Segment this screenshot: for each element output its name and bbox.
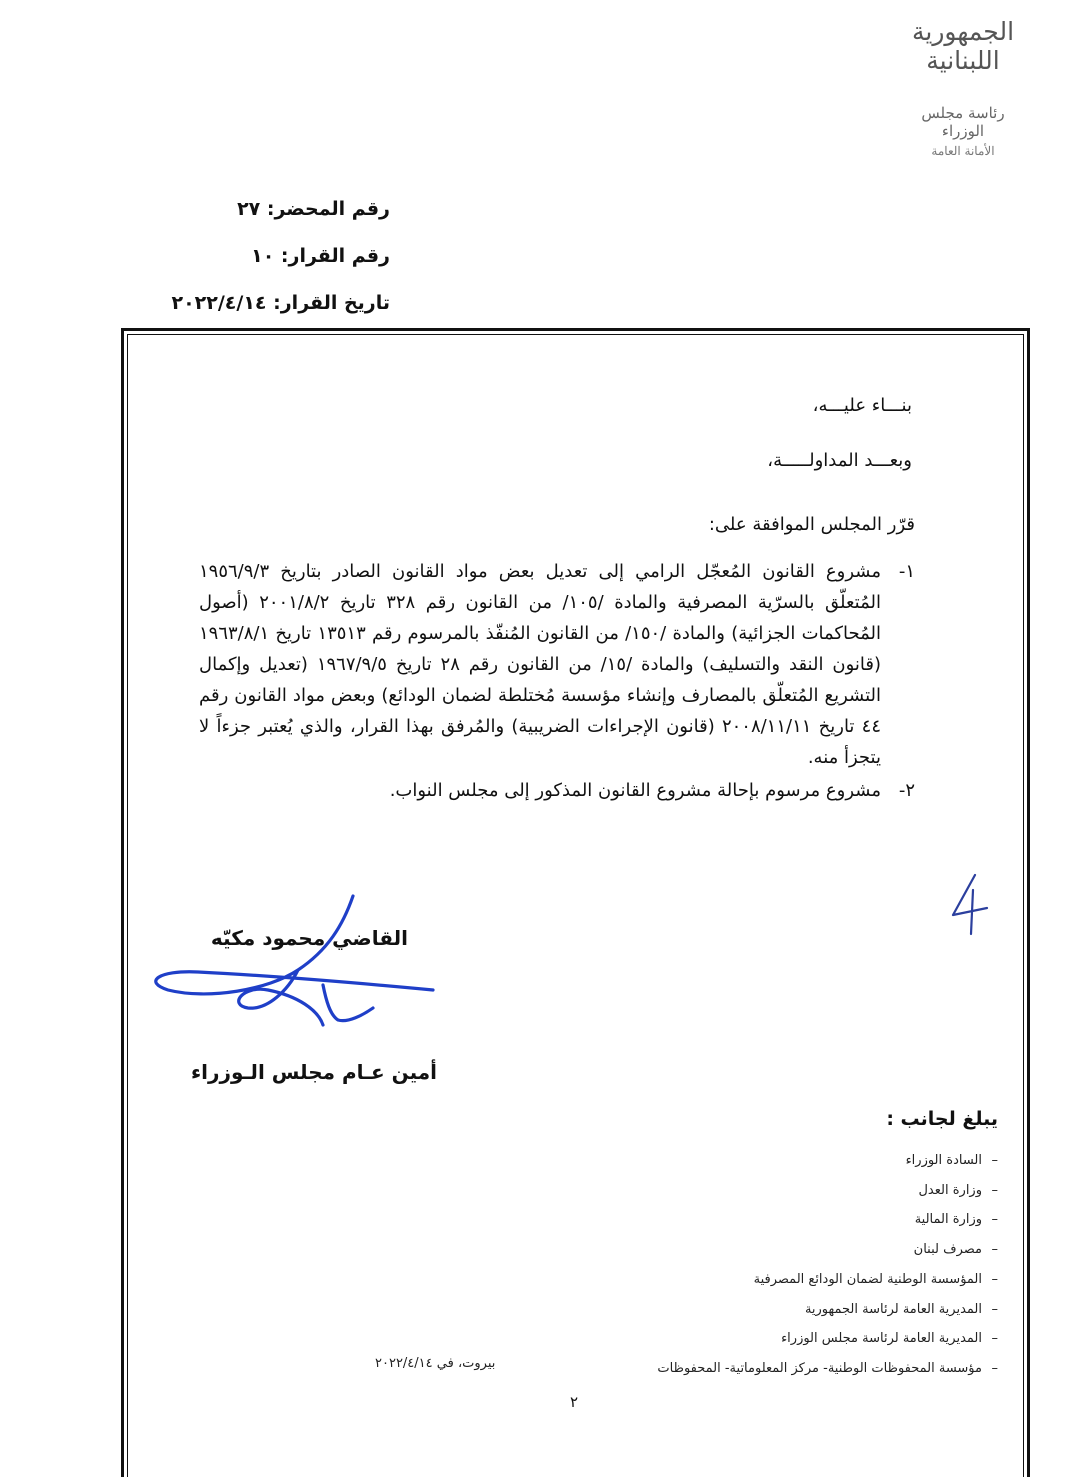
office-name: رئاسة مجلس الوزراء (921, 104, 1005, 140)
list-item: –وزارة العدل (918, 1182, 998, 1198)
list-item: –وزارة المالية (914, 1212, 998, 1228)
department-name: الأمانة العامة (931, 144, 995, 158)
distribution-list (438, 1146, 998, 1384)
page-number: ٢ (570, 1393, 579, 1411)
resolution-items (199, 556, 915, 806)
letterhead-crest (908, 18, 1018, 158)
list-item: –مؤسسة المحفوظات الوطنية- مركز المعلوماتية- المحفوظات (657, 1360, 998, 1376)
list-item: –مصرف لبنان (913, 1242, 998, 1258)
list-item: –السادة الوزراء (905, 1153, 998, 1168)
item-1-number: ١- (898, 561, 915, 582)
list-item: –المؤسسة الوطنية لضمان الودائع المصرفية (753, 1271, 998, 1287)
deliberation-line: وبعـــد المداولـــــة، (767, 450, 912, 471)
item-1-text: مشروع القانون المُعجّل الرامي إلى تعديل بعض مواد القانون الصادر بتاريخ ١٩٥٦/٩/٣ المُتعلّق بالسرّية المصرفية والمادة /١٠٥/ من القانون رقم ٣٢٨ تاريخ ٢٠٠١/٨/٢ (أصول المُحاكمات الجزائية) والمادة /١٥٠/ من القانون المُنفّذ بالمرسوم رقم ١٣٥١٣ تاريخ ١٩٦٣/٨/١ (قانون النقد والتسليف) والمادة /١٥/ من القانون رقم ٢٨ تاريخ ١٩٦٧/٩/٥ (تعديل وإكمال التشريع المُتعلّق بالمصارف وإنشاء مؤسسة مُختلطة لضمان الودائع) وبعض مواد القانون رقم ٤٤ تاريخ ٢٠٠٨/١١/١١ (قانون الإجراءات الضريبية) والمُرفق بهذا القرار، والذي يُعتبر جزءاً لا يتجزأ منه. (199, 561, 881, 768)
handwritten-signature (148, 890, 448, 1040)
resolution-intro: قرّر المجلس الموافقة على: (708, 514, 915, 535)
list-item: –المديرية العامة لرئاسة الجمهورية (804, 1301, 998, 1317)
resolution-item-2 (199, 775, 915, 806)
based-on-line: بنـــاء عليـــه، (812, 395, 912, 416)
decision-meta (60, 198, 390, 339)
distribution-heading: يبلغ لجانب : (886, 1108, 998, 1130)
session-number: رقم المحضر: ٢٧ (237, 198, 390, 220)
list-item: –المديرية العامة لرئاسة مجلس الوزراء (781, 1331, 998, 1347)
crest-line-2: اللبنانية (926, 46, 1000, 75)
item-2-number: ٢- (898, 780, 915, 801)
item-2-text: مشروع مرسوم بإحالة مشروع القانون المذكور إلى مجلس النواب. (389, 780, 881, 801)
place-and-date: بيروت، في ٢٠٢٢/٤/١٤ (375, 1356, 496, 1371)
decision-number: رقم القرار: ١٠ (251, 245, 390, 267)
decision-date: تاريخ القرار: ٢٠٢٢/٤/١٤ (171, 292, 390, 314)
signatory-title: أمين عـام مجلس الـوزراء (190, 1060, 437, 1084)
signatory-name: القاضي محمود مكيّه (210, 926, 408, 950)
handwritten-margin-mark (945, 870, 993, 940)
crest-line-1: الجمهورية (911, 17, 1015, 46)
resolution-item-1 (199, 556, 915, 773)
